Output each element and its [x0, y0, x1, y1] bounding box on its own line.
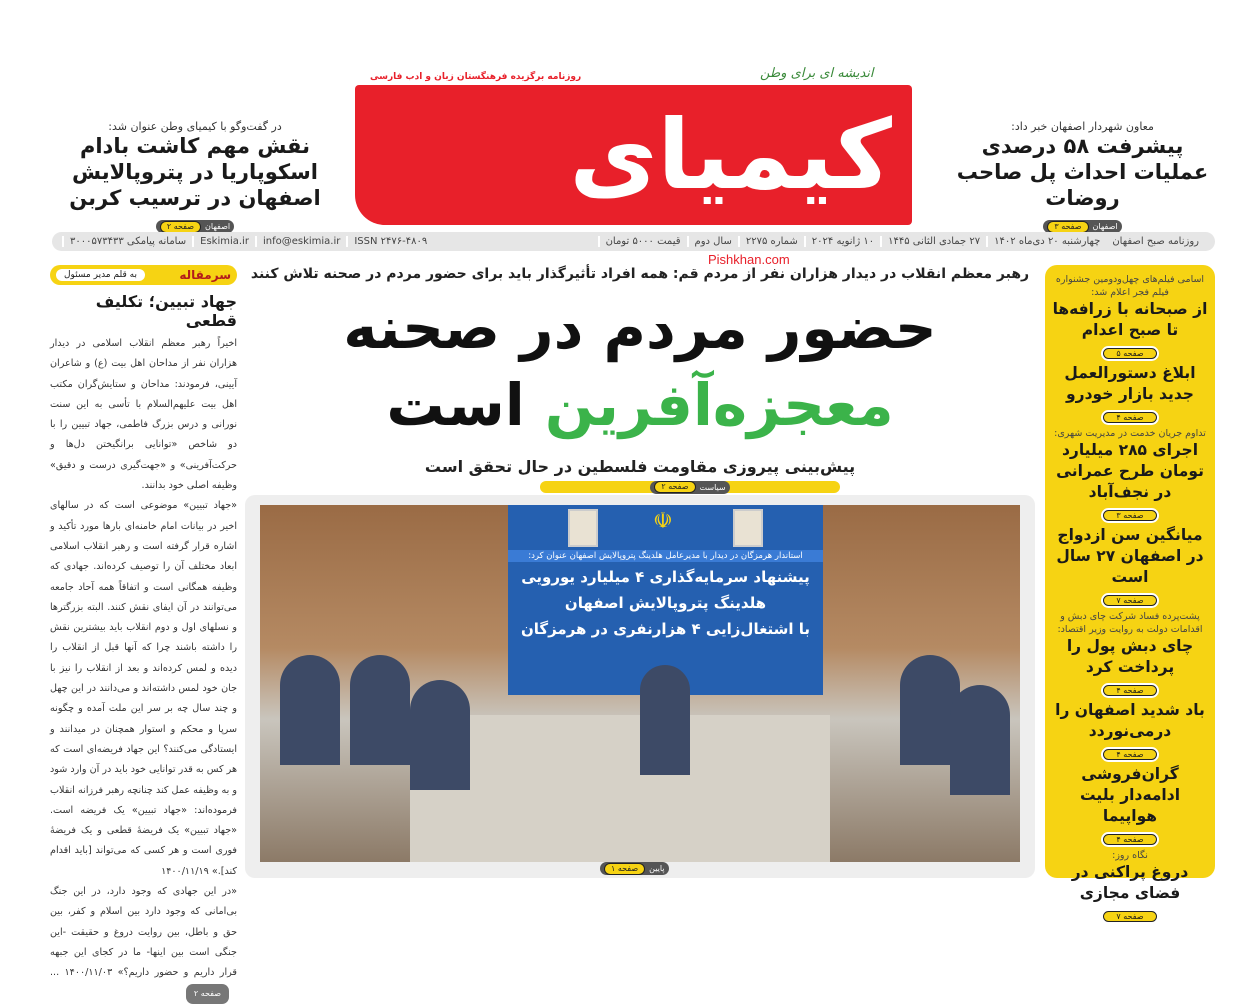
- sidebar-kicker: پشت‌پرده فساد شرکت چای دبش و اقدامات دولت به روایت وزیر اقتصاد:: [1057, 611, 1203, 635]
- sidebar-headline[interactable]: باد شدید اصفهان را درمی‌نوردد: [1055, 701, 1205, 740]
- info-item: ۲۷ جمادی الثانی ۱۴۴۵: [880, 236, 986, 247]
- page-label: صفحه ۳: [1047, 221, 1088, 233]
- headline-green: معجزه‌آفرین: [544, 371, 894, 439]
- sidebar-kicker: نگاه روز:: [1112, 850, 1148, 861]
- page-tag[interactable]: صفحه ۳: [1103, 510, 1156, 521]
- main-headline-line1[interactable]: حضور مردم در صحنه: [343, 294, 937, 362]
- info-item: روزنامه صبح اصفهان: [1112, 236, 1199, 247]
- sidebar-headline[interactable]: میانگین سن ازدواج در اصفهان ۲۷ سال است: [1056, 526, 1204, 586]
- photo-headline-line: هلدینگ پتروپالایش اصفهان: [564, 594, 767, 612]
- headline-rest: است: [386, 371, 525, 439]
- sidebar-headline[interactable]: چای دبش پول را پرداخت کرد: [1066, 637, 1194, 676]
- info-item: شماره ۲۲۷۵: [738, 236, 804, 247]
- photo-headline-line: با اشتغال‌زایی ۴ هزارنفری در هرمزگان: [520, 620, 811, 638]
- page-tag[interactable]: صفحه ۷: [1103, 911, 1156, 922]
- person-image: [350, 655, 410, 765]
- page-tag[interactable]: صفحه ۴: [1103, 834, 1156, 845]
- page-label: صفحه ۱: [604, 863, 645, 875]
- person-image: [410, 680, 470, 790]
- page-tag[interactable]: [650, 481, 729, 494]
- photo-headline-line: پیشنهاد سرمایه‌گذاری ۴ میلیارد یورویی: [521, 568, 810, 586]
- paragraph: اخیراً رهبر معظم انقلاب اسلامی در دیدار هزاران نفر از مداحان اهل بیت (ع) و شاعران آیینی، فرمودند: مداحان و ستایش‌گران مکتب اهل بیت علیهم‌السلام با تأسی به این سنت نورانی و درس بزرگ فاطمی، جهاد تبیین را با دو شاخص «توانایی برانگیختن دل‌ها و حرکت‌آفرینی» و «جهت‌گیری درست و دقیق» وظیفه اصلی خود بدانند.: [50, 338, 237, 492]
- photo-kicker: استاندار هرمزگان در دیدار با مدیرعامل هلدینگ پتروپالایش اصفهان عنوان کرد:: [508, 550, 823, 562]
- main-kicker: رهبر معظم انقلاب در دیدار هزاران نفر از مردم قم: همه افراد تأثیرگذار باید برای حضور مردم در صحنه تلاش کنند: [250, 266, 1030, 282]
- portrait-image: [568, 509, 598, 547]
- logo-text: کیمیای: [569, 99, 892, 211]
- page-tag[interactable]: صفحه ۴: [1103, 412, 1156, 423]
- photo-page-tag[interactable]: [600, 856, 669, 873]
- sidebar-headline[interactable]: ابلاغ دستورالعمل جدید بازار خودرو: [1064, 364, 1196, 403]
- issn: ISSN ۲۴۷۶-۴۸۰۹: [346, 236, 433, 247]
- sidebar-headline[interactable]: اجرای ۲۸۵ میلیارد تومان طرح عمرانی در نجف‌آباد: [1056, 441, 1204, 501]
- top-left-story[interactable]: [45, 120, 345, 233]
- email-link[interactable]: info@eskimia.ir: [255, 236, 346, 247]
- main-headline-line2[interactable]: [245, 370, 1035, 440]
- info-item: چهارشنبه ۲۰ دی‌ماه ۱۴۰۲: [986, 236, 1106, 247]
- paragraph: «در این جهادی که وجود دارد، در این جنگ بی‌امانی که وجود دارد بین اسلام و کفر، بین حق و باطل، بین روایت دروغ و حقیقت -این جنگی است بین اینها- ما در کجای این جبهه قرار داریم و حضور داریم؟» ۱۴۰۰/۱۱/۰۳ ...: [50, 886, 237, 979]
- portrait-image: [733, 509, 763, 547]
- website-link[interactable]: Eskimia.ir: [192, 236, 255, 247]
- watermark: Pishkhan.com: [708, 252, 790, 267]
- conference-table: [410, 715, 830, 862]
- story-kicker: معاون شهردار اصفهان خبر داد:: [1011, 120, 1154, 133]
- sidebar-headline[interactable]: دروغ پراکنی در فضای مجازی: [1071, 863, 1189, 902]
- paragraph: «جهاد تبیین» موضوعی است که در سالهای اخیر در بیانات امام خامنه‌ای بارها مورد تأکید و اشاره قرار گرفته است و رهبر انقلاب اسلامی ابعاد مختلف آن را توصیف کرده‌اند. جهادی که وظیفه همگانی است و اتفاقاً همه آحاد جامعه می‌توانند در آن ایفای نقش کنند. البته بزرگترها و نسلهای اول و دوم انقلاب باید بیشترین نقش را داشته باشند چرا که آنها قبل از انقلاب را دیده و لمس کرده‌اند و بعد از انقلاب را نیز با جان خود لمس داشته‌اند و می‌دانند در این چهل و چند سال چه بر سر این ملت آمده و چگونه سرپا و محکم و استوار همچنان در میدانند و ایستادگی می‌کنند؟ این جهاد فریضه‌ای است که هر کس به قدر توانایی خود باید در آن وارد شود و به وظیفه عمل کند چنانچه رهبر فرزانه انقلاب فرموده‌اند: «جهاد تبیین» یک فریضه است. «جهاد تبیین» یک فریضهٔ قطعی و یک فریضهٔ فوری است و هر کسی که می‌تواند [باید اقدام کند].» ۱۴۰۰/۱۱/۱۹: [50, 500, 237, 877]
- editorial-body: [50, 334, 237, 1004]
- info-item: قیمت ۵۰۰۰ تومان: [598, 236, 687, 247]
- editorial-title[interactable]: جهاد تبیین؛ تکلیف قطعی: [95, 292, 237, 330]
- section-label: اصفهان: [1092, 222, 1118, 231]
- page-label: صفحه ۲: [654, 481, 695, 493]
- story-headline[interactable]: نقش مهم کاشت بادام اسکوپاریا در پتروپالایش اصفهان در ترسیب کربن: [69, 134, 321, 210]
- meeting-photo[interactable]: [260, 505, 1020, 862]
- page-tag[interactable]: صفحه ۴: [1103, 749, 1156, 760]
- sidebar-kicker: تداوم جریان خدمت در مدیریت شهری:: [1054, 428, 1206, 439]
- page-tag[interactable]: صفحه ۴: [1103, 685, 1156, 696]
- top-right-story[interactable]: [950, 120, 1215, 233]
- page-tag[interactable]: صفحه ۲: [186, 984, 229, 1004]
- editorial-byline: به قلم مدیر مسئول: [56, 269, 145, 281]
- person-image: [950, 685, 1010, 795]
- page-tag[interactable]: صفحه ۵: [1103, 348, 1156, 359]
- editorial-column: [50, 265, 237, 998]
- info-bar: [52, 232, 1215, 251]
- info-item: ۱۰ ژانویه ۲۰۲۴: [804, 236, 880, 247]
- info-item: سال دوم: [687, 236, 738, 247]
- emblem-icon: ☫: [653, 509, 673, 534]
- sidebar-kicker: اسامی فیلم‌های چهل‌ودومین جشنواره فیلم فجر اعلام شد:: [1055, 274, 1205, 298]
- page-label: صفحه ۲: [160, 221, 201, 233]
- editorial-header: [50, 265, 237, 285]
- masthead-logo: [355, 85, 912, 225]
- main-tag-bar: [540, 481, 840, 493]
- masthead-slogan: اندیشه ای برای وطن: [760, 66, 874, 81]
- masthead-tagline: روزنامه برگزیده فرهنگستان زبان و ادب فارسی: [370, 72, 582, 82]
- sms-number: سامانه پیامکی ۳۰۰۰۵۷۳۴۳۳: [62, 236, 192, 247]
- section-label: پایین: [649, 864, 665, 873]
- page-tag[interactable]: صفحه ۷: [1103, 595, 1156, 606]
- person-image: [280, 655, 340, 765]
- sidebar-headline[interactable]: از صبحانه با زرافه‌ها تا صبح اعدام: [1052, 300, 1208, 339]
- news-sidebar: [1045, 265, 1215, 921]
- story-kicker: در گفت‌وگو با کیمیای وطن عنوان شد:: [108, 120, 282, 133]
- person-image: [640, 665, 690, 775]
- main-subhead: پیش‌بینی پیروزی مقاومت فلسطین در حال تحقق است: [424, 457, 856, 476]
- editorial-label: سرمقاله: [179, 268, 231, 282]
- story-headline[interactable]: پیشرفت ۵۸ درصدی عملیات احداث پل صاحب روضات: [956, 134, 1209, 210]
- section-label: سیاست: [699, 482, 726, 492]
- section-label: اصفهان: [205, 222, 231, 231]
- sidebar-headline[interactable]: گران‌فروشی ادامه‌دار بلیت هواپیما: [1079, 765, 1181, 825]
